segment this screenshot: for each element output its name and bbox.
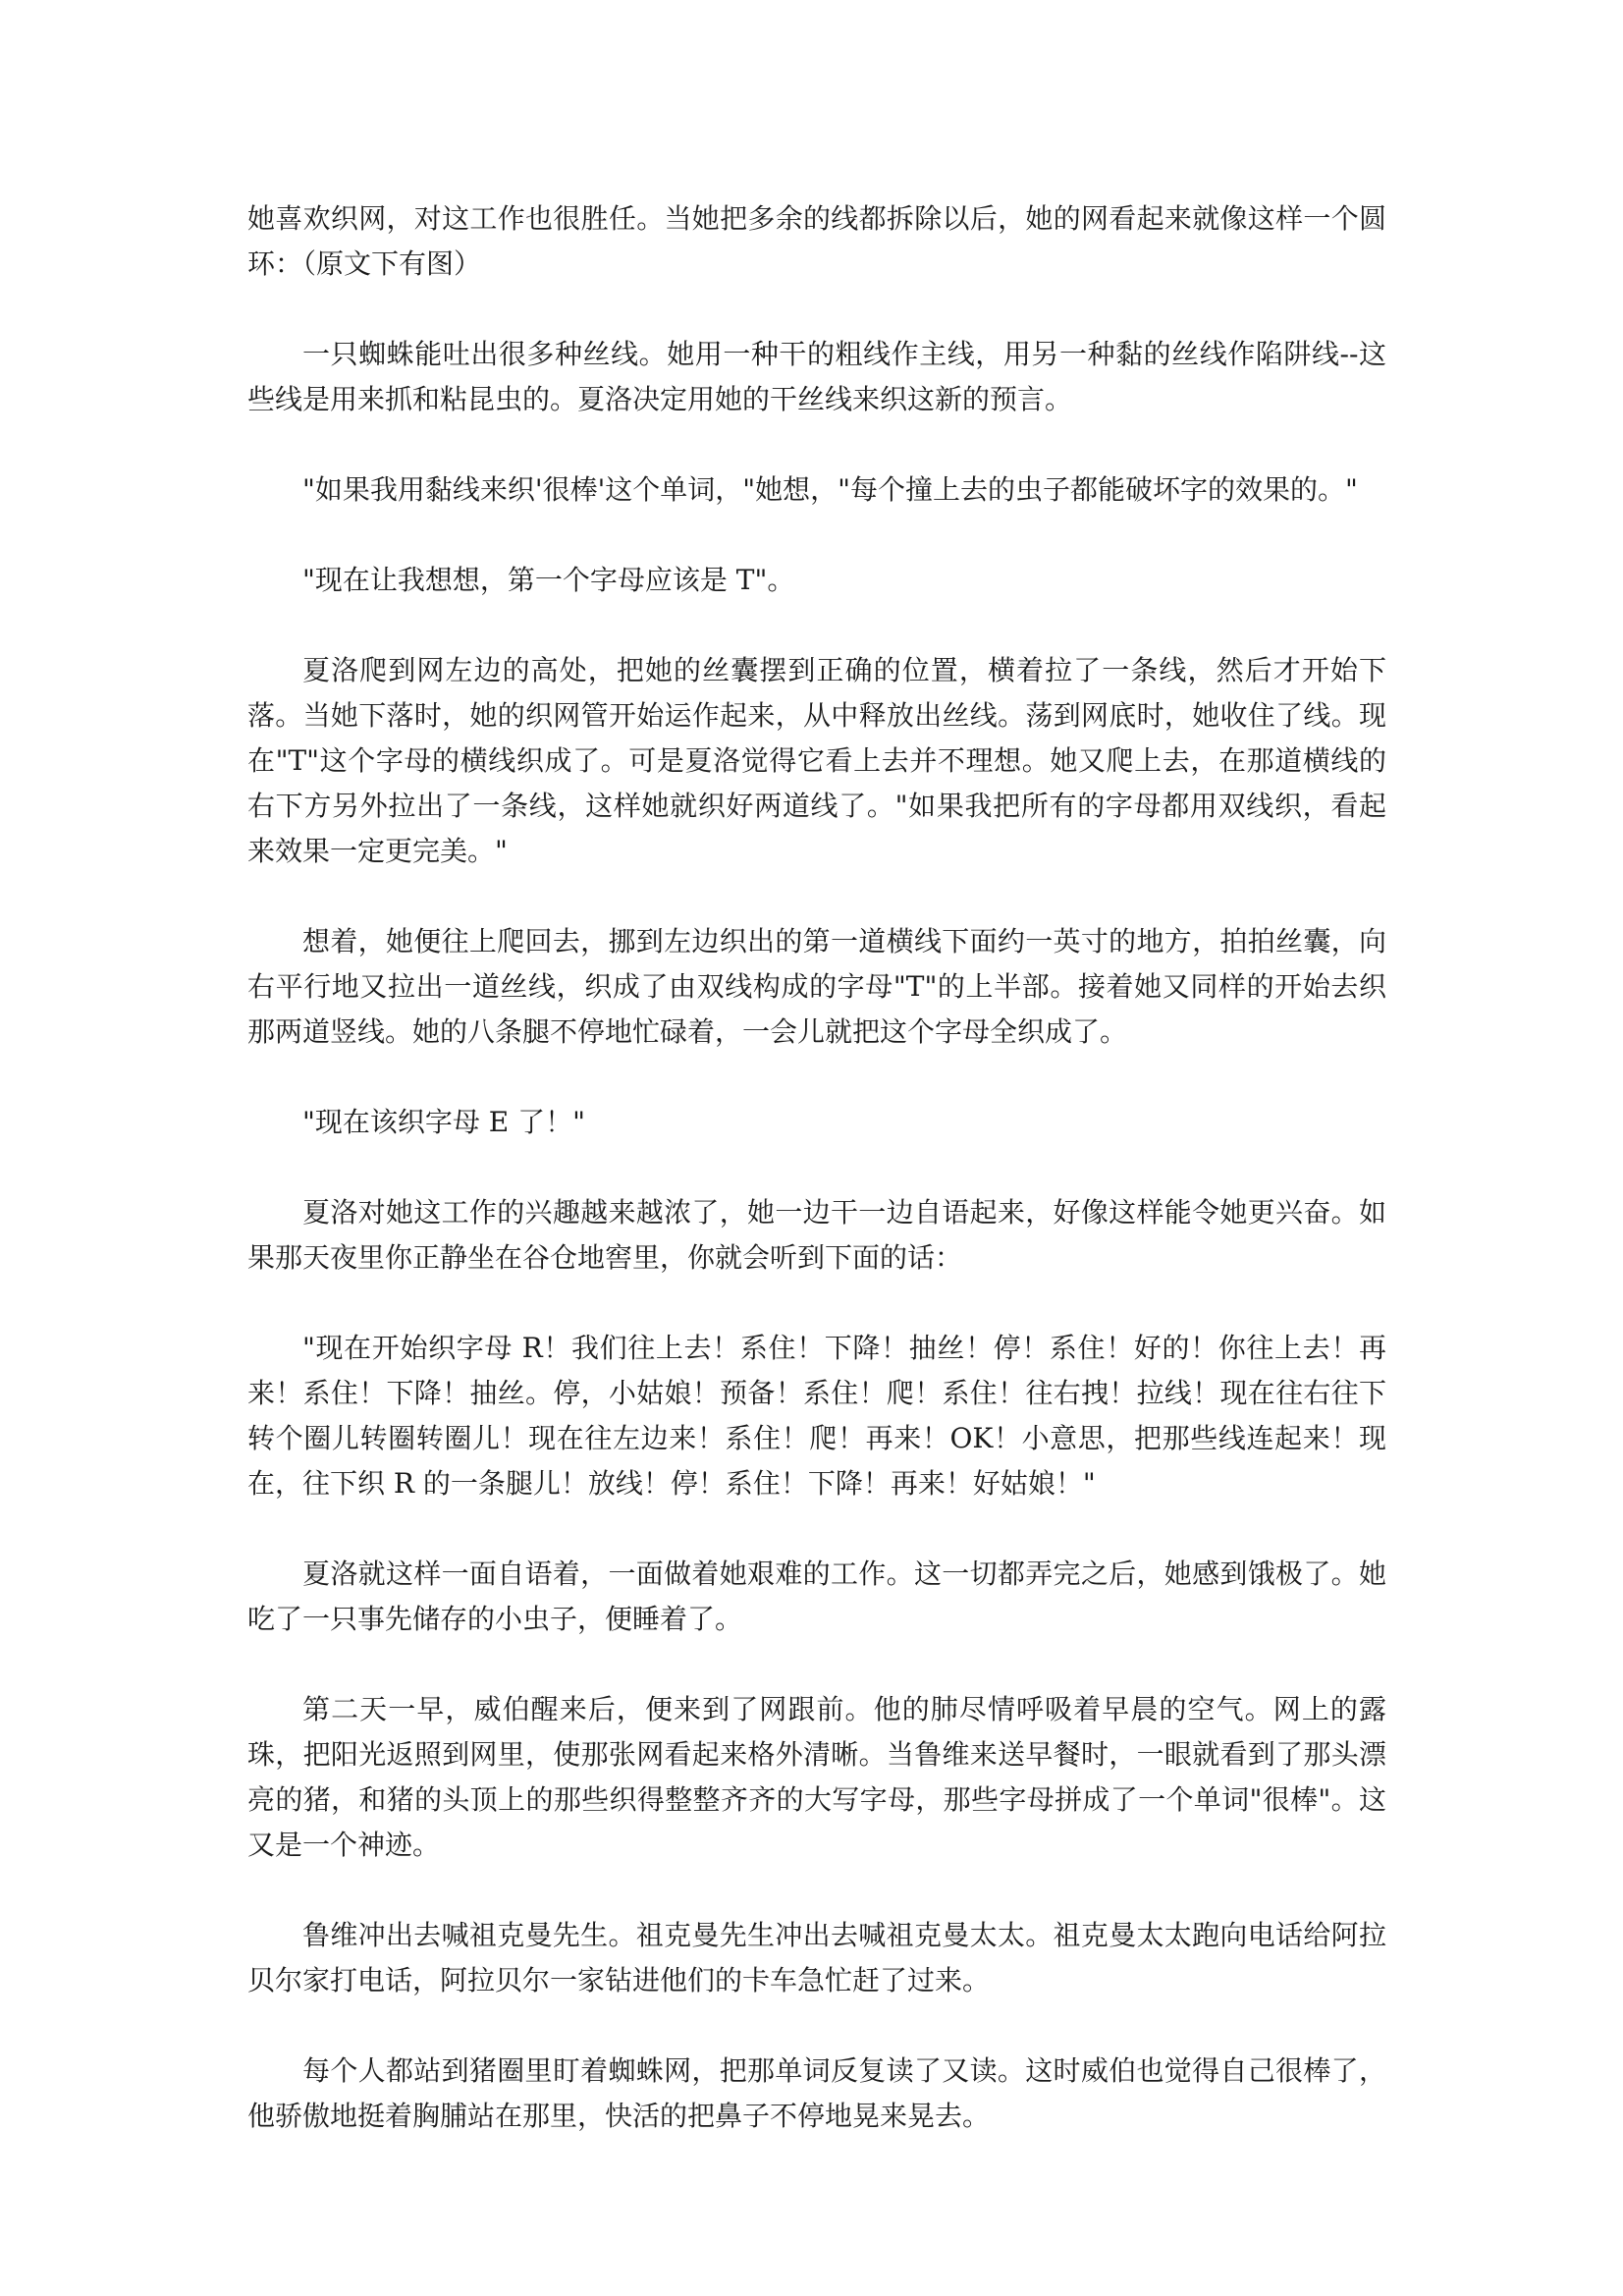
paragraph: 她喜欢织网，对这工作也很胜任。当她把多余的线都拆除以后，她的网看起来就像这样一个圆环：（原文下有图） [247,202,1386,280]
paragraph: "如果我用黏线来织'很棒'这个单词，"她想，"每个撞上去的虫子都能破坏字的效果的。" [302,473,1358,506]
paragraph: 夏洛爬到网左边的高处，把她的丝囊摆到正确的位置，横着拉了一条线，然后才开始下落。当她下落时，她的织网管开始运作起来，从中释放出丝线。荡到网底时，她收住了线。现在"T"这个字母的横线织成了。可是夏洛觉得它看上去并不理想。她又爬上去，在那道横线的右下方另外拉出了一条线，这样她就织好两道线了。"如果我把所有的字母都用双线织，看起来效果一定更完美。" [247,654,1386,867]
paragraph: 每个人都站到猪圈里盯着蜘蛛网，把那单词反复读了又读。这时威伯也觉得自己很棒了，他骄傲地挺着胸脯站在那里，快活的把鼻子不停地晃来晃去。 [247,2054,1386,2132]
paragraph: "现在该织字母 E 了！" [302,1106,585,1138]
paragraph: 一只蜘蛛能吐出很多种丝线。她用一种干的粗线作主线，用另一种黏的丝线作陷阱线--这些线是用来抓和粘昆虫的。夏洛决定用她的干丝线来织这新的预言。 [247,338,1386,415]
paragraph: 夏洛就这样一面自语着，一面做着她艰难的工作。这一切都弄完之后，她感到饿极了。她吃了一只事先储存的小虫子，便睡着了。 [247,1558,1386,1635]
paragraph: "现在让我想想，第一个字母应该是 T"。 [302,564,795,596]
paragraph: 想着，她便往上爬回去，挪到左边织出的第一道横线下面约一英寸的地方，拍拍丝囊，向右平行地又拉出一道丝线，织成了由双线构成的字母"T"的上半部。接着她又同样的开始去织那两道竖线。她的八条腿不停地忙碌着，一会儿就把这个字母全织成了。 [247,925,1386,1048]
paragraph: 夏洛对她这工作的兴趣越来越浓了，她一边干一边自语起来，好像这样能令她更兴奋。如果那天夜里你正静坐在谷仓地窖里，你就会听到下面的话： [247,1196,1386,1274]
paragraph: 第二天一早，威伯醒来后，便来到了网跟前。他的肺尽情呼吸着早晨的空气。网上的露珠，把阳光返照到网里，使那张网看起来格外清晰。当鲁维来送早餐时，一眼就看到了那头漂亮的猪，和猪的头顶上的那些织得整整齐齐的大写字母，那些字母拼成了一个单词"很棒"。这又是一个神迹。 [247,1693,1386,1861]
document-body [247,196,1386,2184]
paragraph: "现在开始织字母 R！我们往上去！系住！下降！抽丝！停！系住！好的！你往上去！再来！系住！下降！抽丝。停，小姑娘！预备！系住！爬！系住！往右拽！拉线！现在往右往下转个圈儿转圈转圈儿！现在往左边来！系住！爬！再来！OK！小意思，把那些线连起来！现在，往下织 R 的一条腿儿！放线！停！系住！下降！再来！好姑娘！" [247,1332,1386,1500]
paragraph: 鲁维冲出去喊祖克曼先生。祖克曼先生冲出去喊祖克曼太太。祖克曼太太跑向电话给阿拉贝尔家打电话，阿拉贝尔一家钻进他们的卡车急忙赶了过来。 [247,1919,1386,1996]
